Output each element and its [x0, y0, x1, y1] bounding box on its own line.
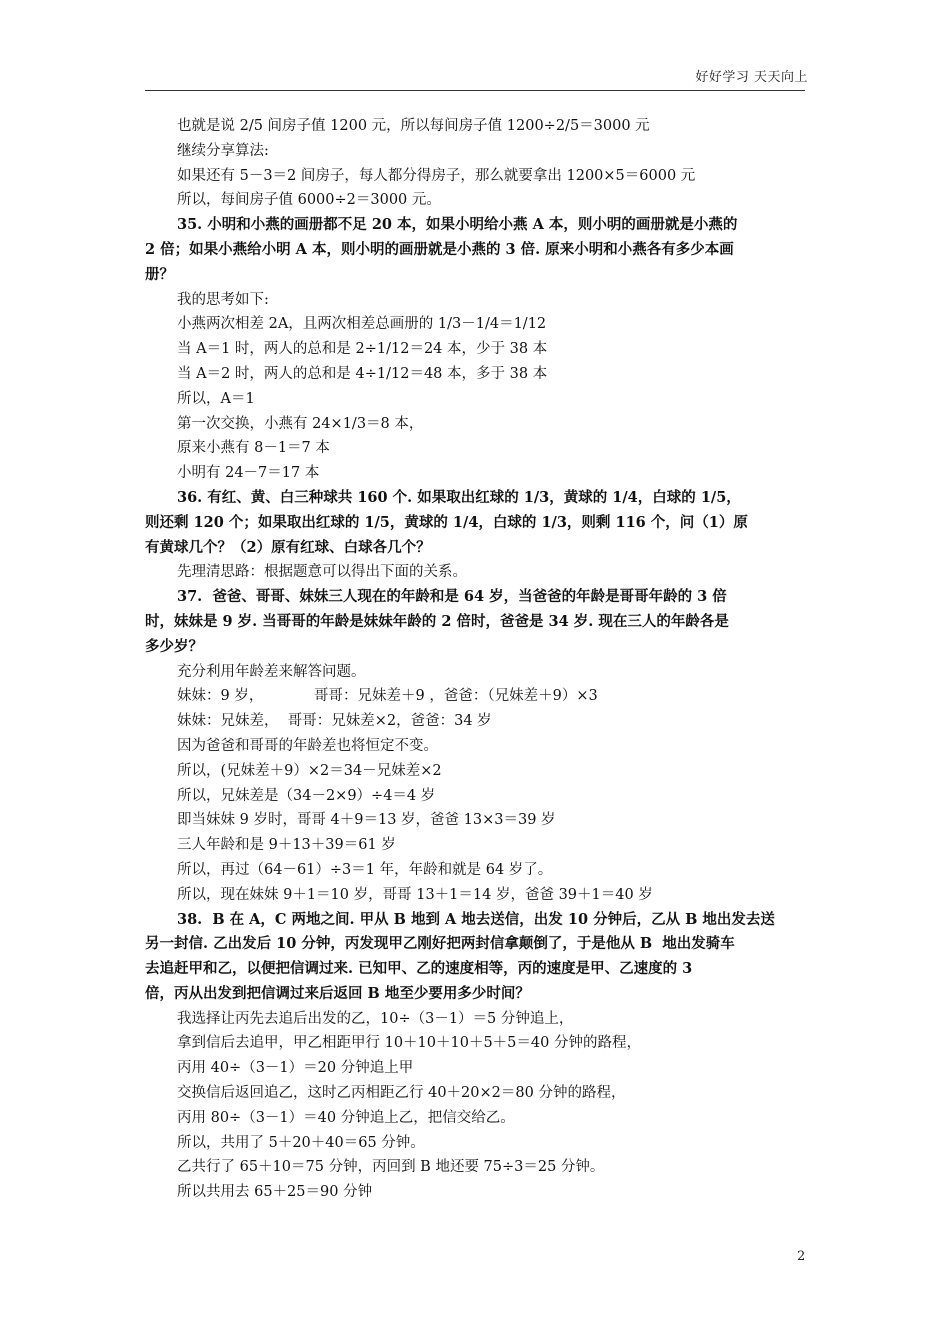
answer-line: 妹妹：兄妹差， 哥哥：兄妹差×2，爸爸：34 岁 — [177, 713, 492, 730]
text-line: 也就是说 2/5 间房子值 1200 元，所以每间房子值 1200÷2/5＝3000 元 — [177, 118, 650, 134]
question-36 — [145, 486, 809, 585]
answer-line: 原来小燕有 8－1＝7 本 — [177, 440, 330, 457]
answer-line: 乙共行了 65＋10＝75 分钟，丙回到 B 地还要 75÷3＝25 分钟。 — [177, 1159, 605, 1176]
question-title-line: 另一封信. 乙出发后 10 分钟，丙发现甲乙刚好把两封信拿颠倒了，于是他从 B 地出发骑车 — [145, 935, 735, 953]
question-title-line: 38. B 在 A，C 两地之间. 甲从 B 地到 A 地去送信，出发 10 分钟后，乙从 B 地出发去送 — [177, 910, 775, 928]
header-rule — [145, 90, 805, 91]
answer-line: 即当妹妹 9 岁时，哥哥 4＋9＝13 岁，爸爸 13×3＝39 岁 — [177, 812, 556, 829]
document-body — [145, 114, 809, 1205]
question-35 — [145, 213, 809, 486]
question-title-line: 35. 小明和小燕的画册都不足 20 本，如果小明给小燕 A 本，则小明的画册就是小燕的 — [177, 216, 738, 234]
answer-line: 第一次交换，小燕有 24×1/3＝8 本， — [177, 415, 424, 432]
answer-line: 拿到信后去追甲，甲乙相距甲行 10＋10＋10＋5＋5＝40 分钟的路程， — [177, 1035, 641, 1052]
answer-line: 因为爸爸和哥哥的年龄差也将恒定不变。 — [177, 737, 438, 754]
answer-line: 小明有 24－7＝17 本 — [177, 465, 320, 482]
question-title-line: 37. 爸爸、哥哥、妹妹三人现在的年龄和是 64 岁，当爸爸的年龄是哥哥年龄的 3 倍 — [177, 588, 727, 606]
question-38 — [145, 908, 809, 1206]
text-line: 继续分享算法: — [177, 142, 269, 159]
question-title-line: 册？ — [145, 265, 174, 283]
question-title-line: 36. 有红、黄、白三种球共 160 个. 如果取出红球的 1/3，黄球的 1/4，白球的 1/5， — [177, 488, 741, 506]
answer-line: 所以，A＝1 — [177, 390, 255, 407]
answer-line: 所以，兄妹差是（34－2×9）÷4＝4 岁 — [177, 787, 436, 804]
page-number: 2 — [797, 1249, 806, 1264]
answer-line: 先理清思路：根据题意可以得出下面的关系。 — [177, 564, 467, 581]
answer-line: 妹妹：9 岁， 哥哥：兄妹差＋9 ，爸爸：（兄妹差＋9）×3 — [177, 688, 598, 705]
question-title-line: 有黄球几个？（2）原有红球、白球各几个？ — [145, 538, 431, 556]
question-title-line: 时，妹妹是 9 岁. 当哥哥的年龄是妹妹年龄的 2 倍时，爸爸是 34 岁. 现在三人的年龄各是 — [145, 612, 729, 630]
answer-line: 所以，现在妹妹 9＋1＝10 岁，哥哥 13＋1＝14 岁，爸爸 39＋1＝40 岁 — [177, 886, 653, 903]
answer-line: 所以，再过（64－61）÷3＝1 年，年龄和就是 64 岁了。 — [177, 861, 553, 878]
answer-line: 当 A＝1 时，两人的总和是 2÷1/12＝24 本，少于 38 本 — [177, 341, 548, 358]
text-line: 如果还有 5－3＝2 间房子，每人都分得房子，那么就要拿出 1200×5＝6000 元 — [177, 167, 696, 184]
answer-line: 所以，共用了 5＋20＋40＝65 分钟。 — [177, 1134, 425, 1151]
answer-line: 交换信后返回追乙，这时乙丙相距乙行 40＋20×2＝80 分钟的路程， — [177, 1085, 626, 1102]
answer-line: 我选择让丙先去追后出发的乙，10÷（3－1）＝5 分钟追上， — [177, 1010, 574, 1027]
answer-line: 当 A＝2 时，两人的总和是 4÷1/12＝48 本，多于 38 本 — [177, 365, 548, 382]
question-title-line: 去追赶甲和乙，以便把信调过来. 已知甲、乙的速度相等，丙的速度是甲、乙速度的 3 — [145, 960, 693, 978]
answer-line: 所以，(兄妹差＋9）×2＝34－兄妹差×2 — [177, 762, 442, 779]
question-title-line: 则还剩 120 个；如果取出红球的 1/5，黄球的 1/4，白球的 1/3，则剩 116 个，问（1）原 — [145, 513, 748, 531]
question-title-line: 多少岁？ — [145, 637, 203, 655]
question-title-line: 2 倍；如果小燕给小明 A 本，则小明的画册就是小燕的 3 倍. 原来小明和小燕各有多少本画 — [145, 240, 734, 258]
question-37 — [145, 585, 809, 907]
answer-line: 小燕两次相差 2A，且两次相差总画册的 1/3－1/4＝1/12 — [177, 316, 547, 333]
answer-line: 三人年龄和是 9＋13＋39＝61 岁 — [177, 837, 396, 854]
answer-line: 所以共用去 65＋25＝90 分钟 — [177, 1184, 373, 1201]
answer-line: 丙用 40÷（3－1）＝20 分钟追上甲 — [177, 1060, 414, 1077]
answer-line: 丙用 80÷（3－1）＝40 分钟追上乙，把信交给乙。 — [177, 1109, 515, 1126]
question-title-line: 倍，丙从出发到把信调过来后返回 B 地至少要用多少时间？ — [145, 984, 530, 1002]
text-line: 所以，每间房子值 6000÷2＝3000 元。 — [177, 192, 441, 209]
answer-line: 充分利用年龄差来解答问题。 — [177, 663, 366, 680]
page-header: 好好学习 天天向上 — [695, 70, 808, 85]
answer-line: 我的思考如下: — [177, 291, 269, 308]
